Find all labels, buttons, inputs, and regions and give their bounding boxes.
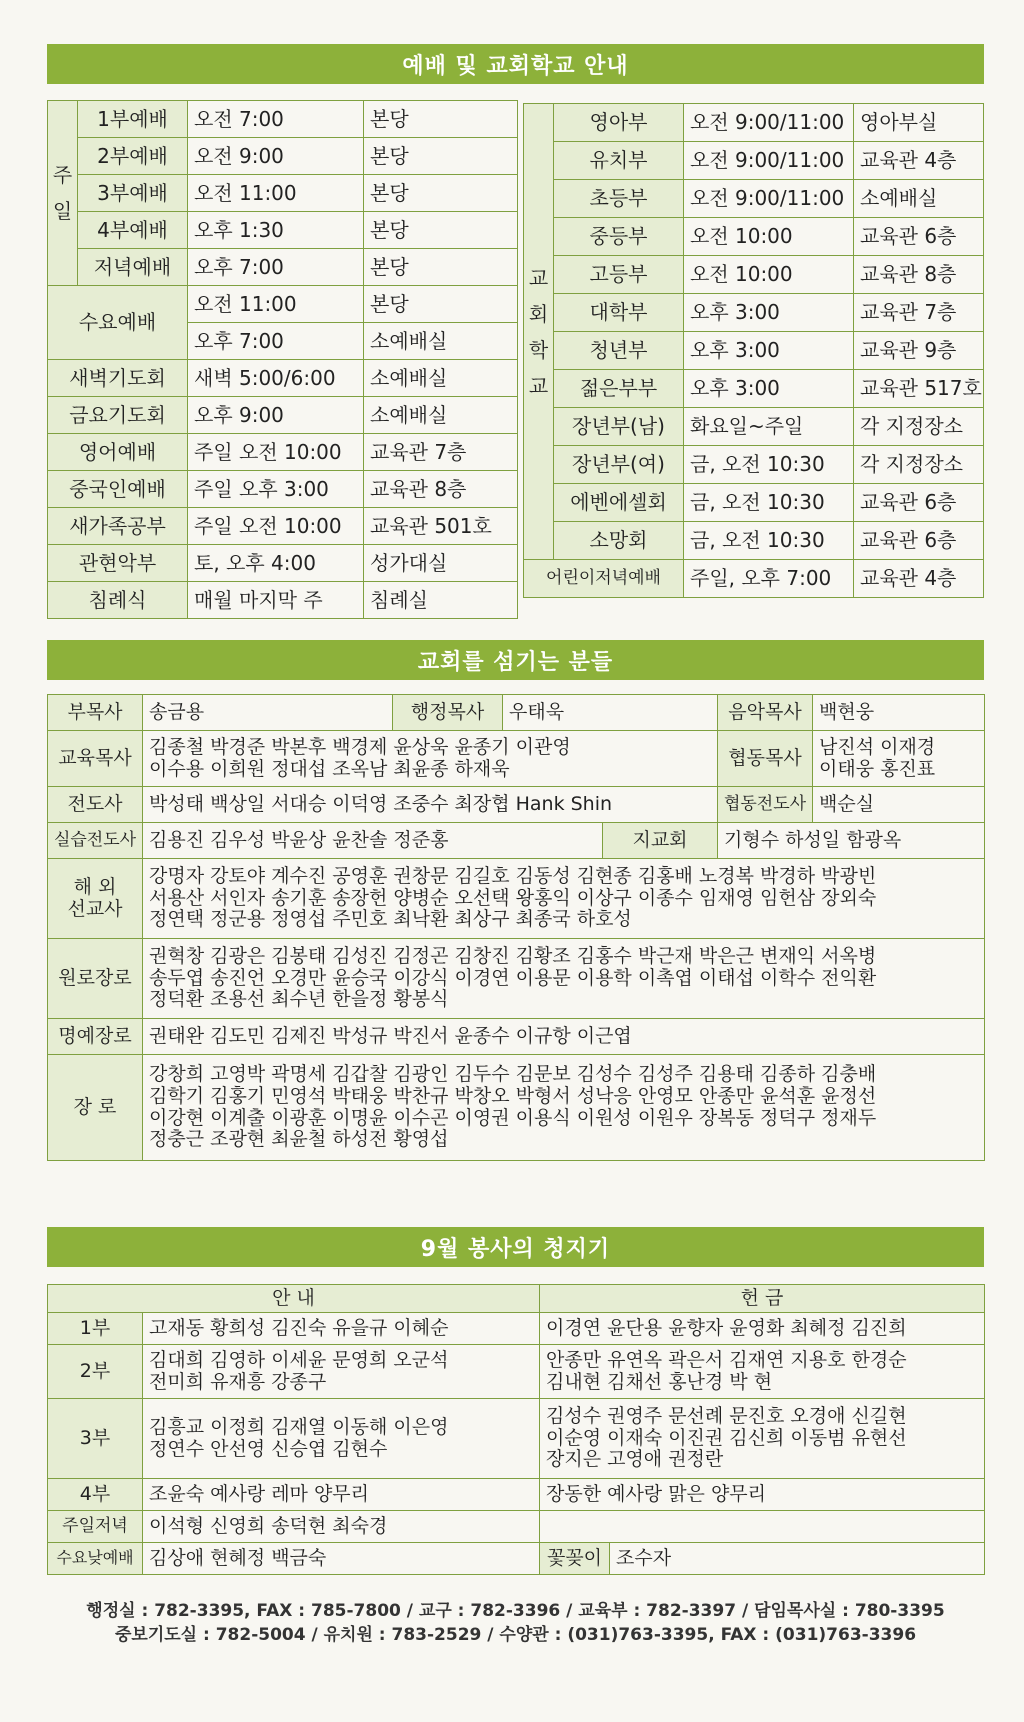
service-time: 오후 9:00 (188, 397, 364, 434)
names-line: 남진석 이재경 (819, 735, 936, 758)
dept-time: 오전 10:00 (684, 256, 854, 294)
service-label: 수요낮예배 (48, 1543, 143, 1575)
names-line: 김학기 김홍기 민영석 박태웅 박찬규 박창오 박형서 성낙응 안영모 안종만 윤석훈 윤정선 (149, 1084, 877, 1107)
service-name: 저녁예배 (78, 249, 188, 286)
flowers-label: 꽃꽂이 (540, 1543, 610, 1575)
dept-name: 유치부 (554, 142, 684, 180)
names-line: 고재동 황희성 김진숙 유을규 이혜순 (149, 1316, 449, 1339)
role-names (143, 1055, 985, 1161)
dept-time: 오후 3:00 (684, 294, 854, 332)
service-name: 관현악부 (48, 545, 188, 582)
service-label: 1부 (48, 1313, 143, 1345)
guide-names: 이석형 신영희 송덕현 최숙경 (143, 1511, 540, 1543)
dept-name: 초등부 (554, 180, 684, 218)
dept-time: 주일, 오후 7:00 (684, 560, 854, 598)
names-line: 권혁창 김광은 김봉태 김성진 김정곤 김창진 김황조 김홍수 박근재 박은근 변재익 서옥병 (149, 944, 877, 967)
guide-names (143, 1479, 540, 1511)
role-label: 교육목사 (48, 731, 143, 787)
service-place: 본당 (364, 175, 518, 212)
role-names (143, 731, 718, 787)
role-label: 지교회 (603, 823, 718, 859)
service-time: 오후 7:00 (188, 323, 364, 360)
dept-place: 각 지정장소 (854, 408, 984, 446)
names-line: 김내현 김채선 홍난경 박 현 (546, 1370, 773, 1393)
label-line: 선교사 (67, 897, 123, 920)
role-label: 음악목사 (718, 695, 813, 731)
role-names (813, 731, 985, 787)
offering-names (540, 1313, 985, 1345)
names-line: 이수용 이희원 정대섭 조옥남 최윤종 하재욱 (149, 757, 510, 780)
role-names: 우태욱 (503, 695, 718, 731)
role-names: 백순실 (813, 787, 985, 823)
guide-names (143, 1345, 540, 1399)
names-line: 전미희 유재흥 강종구 (149, 1370, 327, 1393)
dept-place: 교육관 8층 (854, 256, 984, 294)
names-line: 김종철 박경준 박본후 백경제 윤상욱 윤종기 이관영 (149, 735, 571, 758)
dept-name: 대학부 (554, 294, 684, 332)
names-line: 조윤숙 예사랑 레마 양무리 (149, 1482, 370, 1505)
service-name: 새벽기도회 (48, 360, 188, 397)
names-line: 이태웅 홍진표 (819, 757, 936, 780)
dept-name: 청년부 (554, 332, 684, 370)
names-line: 정연택 정군용 정영섭 주민호 최낙환 최상구 최종국 하호성 (149, 908, 632, 931)
role-names: 권태완 김도민 김제진 박성규 박진서 윤종수 이규항 이근엽 (143, 1019, 985, 1055)
role-label: 명예장로 (48, 1019, 143, 1055)
service-name: 3부예배 (78, 175, 188, 212)
dept-time: 금, 오전 10:30 (684, 522, 854, 560)
names-line: 이순영 이재숙 이진권 김신희 이동범 유현선 (546, 1426, 907, 1449)
names-line: 이강현 이계출 이광훈 이명윤 이수곤 이영권 이용식 이원성 이원우 장복동 정덕구 정재두 (149, 1106, 877, 1129)
service-time: 주일 오후 3:00 (188, 471, 364, 508)
section-title-staff: 교회를 섬기는 분들 (47, 640, 984, 680)
service-place: 교육관 501호 (364, 508, 518, 545)
names-line: 강창희 고영박 곽명세 김갑찰 김광인 김두수 김문보 김성수 김성주 김용태 김종하 김충배 (149, 1062, 877, 1085)
service-name: 2부예배 (78, 138, 188, 175)
service-name: 수요예배 (48, 286, 188, 360)
role-label: 부목사 (48, 695, 143, 731)
footer-contact-line: 중보기도실 : 782-5004 / 유치원 : 783-2529 / 수양관 : (031)763-3395, FAX : (031)763-3396 (114, 1625, 917, 1645)
dept-place: 영아부실 (854, 104, 984, 142)
service-place: 본당 (364, 138, 518, 175)
names-line: 김성수 권영주 문선례 문진호 오경애 신길현 (546, 1404, 907, 1427)
service-place: 교육관 8층 (364, 471, 518, 508)
names-line: 서용산 서인자 송기훈 송장헌 양병순 오선택 왕홍익 이상구 이종수 임재영 임헌삼 장외숙 (149, 886, 877, 909)
service-name: 영어예배 (48, 434, 188, 471)
church-school-label: 교회학교 (524, 104, 554, 560)
dept-time: 오전 9:00/11:00 (684, 142, 854, 180)
staff-table (47, 694, 985, 1161)
service-time: 오전 7:00 (188, 101, 364, 138)
label-line: 해 외 (73, 875, 117, 898)
names-line: 강명자 강토야 계수진 공영훈 권창문 김길호 김동성 김현종 김홍배 노경복 박경하 박광빈 (149, 864, 877, 887)
footer-contact-line: 행정실 : 782-3395, FAX : 785-7800 / 교구 : 782-3396 / 교육부 : 782-3397 / 담임목사실 : 780-3395 (86, 1601, 945, 1621)
guide-names: 김상애 현혜정 백금숙 (143, 1543, 540, 1575)
service-label: 3부 (48, 1399, 143, 1479)
dept-place: 교육관 6층 (854, 522, 984, 560)
dept-place: 교육관 4층 (854, 142, 984, 180)
dept-time: 오전 9:00/11:00 (684, 104, 854, 142)
service-name: 중국인예배 (48, 471, 188, 508)
section-title-stewards: 9월 봉사의 청지기 (47, 1227, 984, 1267)
role-label: 장 로 (48, 1055, 143, 1161)
service-time: 오후 7:00 (188, 249, 364, 286)
dept-place: 교육관 6층 (854, 484, 984, 522)
dept-time: 화요일~주일 (684, 408, 854, 446)
dept-time: 오후 3:00 (684, 332, 854, 370)
service-time: 매월 마지막 주 (188, 582, 364, 619)
dept-place: 교육관 517호 (854, 370, 984, 408)
sunday-label: 주일 (48, 101, 78, 286)
dept-name: 고등부 (554, 256, 684, 294)
dept-name: 영아부 (554, 104, 684, 142)
role-label (48, 859, 143, 939)
service-place: 소예배실 (364, 323, 518, 360)
service-place: 소예배실 (364, 397, 518, 434)
service-name: 4부예배 (78, 212, 188, 249)
offering-names (540, 1479, 985, 1511)
role-names: 기형수 하성일 함광옥 (718, 823, 985, 859)
dept-time: 오전 9:00/11:00 (684, 180, 854, 218)
offering-names (540, 1399, 985, 1479)
role-names: 김용진 김우성 박윤상 윤찬솔 정준홍 (143, 823, 603, 859)
stewards-table (47, 1284, 985, 1575)
role-names: 송금용 (143, 695, 393, 731)
service-place: 침례실 (364, 582, 518, 619)
service-time: 주일 오전 10:00 (188, 508, 364, 545)
guide-header: 안 내 (48, 1285, 540, 1313)
role-label: 협동목사 (718, 731, 813, 787)
service-place: 본당 (364, 249, 518, 286)
names-line: 이경연 윤단용 윤향자 윤영화 최혜정 김진희 (546, 1316, 907, 1339)
dept-time: 금, 오전 10:30 (684, 446, 854, 484)
service-time: 오전 11:00 (188, 286, 364, 323)
names-line: 장동한 예사랑 맑은 양무리 (546, 1482, 767, 1505)
dept-place: 교육관 6층 (854, 218, 984, 256)
church-school-table (523, 103, 984, 598)
names-line: 정연수 안선영 신승엽 김현수 (149, 1437, 388, 1460)
service-time: 오후 1:30 (188, 212, 364, 249)
service-label: 4부 (48, 1479, 143, 1511)
names-line: 안종만 유연옥 곽은서 김재연 지용호 한경순 (546, 1348, 907, 1371)
dept-place: 교육관 4층 (854, 560, 984, 598)
dept-place: 교육관 9층 (854, 332, 984, 370)
worship-schedule-table (47, 100, 518, 619)
dept-name: 중등부 (554, 218, 684, 256)
dept-time: 오후 3:00 (684, 370, 854, 408)
dept-place: 교육관 7층 (854, 294, 984, 332)
guide-names (143, 1399, 540, 1479)
names-line: 김흥교 이정희 김재열 이동해 이은영 (149, 1415, 449, 1438)
dept-name: 소망회 (554, 522, 684, 560)
dept-time: 오전 10:00 (684, 218, 854, 256)
service-place: 소예배실 (364, 360, 518, 397)
role-names: 박성태 백상일 서대승 이덕영 조중수 최장협 Hank Shin (143, 787, 718, 823)
guide-names (143, 1313, 540, 1345)
section-title-worship: 예배 및 교회학교 안내 (47, 44, 984, 84)
names-line: 장지은 고영애 권정란 (546, 1448, 724, 1471)
role-names: 백현웅 (813, 695, 985, 731)
offering-names (540, 1345, 985, 1399)
empty-cell (540, 1511, 985, 1543)
service-place: 본당 (364, 101, 518, 138)
role-label: 원로장로 (48, 939, 143, 1019)
dept-time: 금, 오전 10:30 (684, 484, 854, 522)
dept-name: 젊은부부 (554, 370, 684, 408)
service-label: 주일저녁 (48, 1511, 143, 1543)
service-time: 오전 11:00 (188, 175, 364, 212)
role-label: 행정목사 (393, 695, 503, 731)
names-line: 정덕환 조용선 최수년 한을정 황봉식 (149, 988, 449, 1011)
dept-name: 어린이저녁예배 (524, 560, 684, 598)
dept-place: 각 지정장소 (854, 446, 984, 484)
service-name: 침례식 (48, 582, 188, 619)
flowers-names: 조수자 (610, 1543, 985, 1575)
names-line: 정충근 조광현 최윤철 하성전 황영섭 (149, 1128, 449, 1151)
service-time: 새벽 5:00/6:00 (188, 360, 364, 397)
names-line: 김대희 김영하 이세윤 문영희 오군석 (149, 1348, 449, 1371)
role-names (143, 859, 985, 939)
names-line: 송두엽 송진언 오경만 윤승국 이강식 이경연 이용문 이용학 이촉엽 이태섭 이학수 전익환 (149, 966, 877, 989)
dept-name: 장년부(여) (554, 446, 684, 484)
role-names (143, 939, 985, 1019)
role-label: 전도사 (48, 787, 143, 823)
service-name: 새가족공부 (48, 508, 188, 545)
offering-header: 헌 금 (540, 1285, 985, 1313)
service-time: 토, 오후 4:00 (188, 545, 364, 582)
service-place: 교육관 7층 (364, 434, 518, 471)
service-time: 주일 오전 10:00 (188, 434, 364, 471)
service-name: 1부예배 (78, 101, 188, 138)
service-label: 2부 (48, 1345, 143, 1399)
service-place: 성가대실 (364, 545, 518, 582)
service-place: 본당 (364, 286, 518, 323)
service-time: 오전 9:00 (188, 138, 364, 175)
service-name: 금요기도회 (48, 397, 188, 434)
dept-name: 장년부(남) (554, 408, 684, 446)
role-label: 실습전도사 (48, 823, 143, 859)
role-label: 협동전도사 (718, 787, 813, 823)
dept-place: 소예배실 (854, 180, 984, 218)
service-place: 본당 (364, 212, 518, 249)
dept-name: 에벤에셀회 (554, 484, 684, 522)
